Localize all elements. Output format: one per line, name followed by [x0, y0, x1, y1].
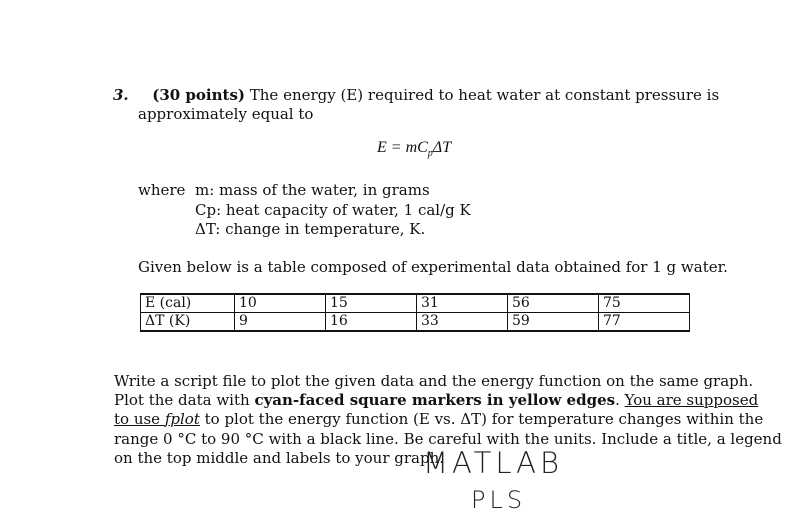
handwritten-pls: PLS [471, 486, 527, 514]
instructions-line-2 [114, 391, 758, 411]
table-cell: 31 [417, 294, 508, 313]
fplot-requirement: You are supposed [624, 391, 759, 409]
table-cell: 56 [508, 294, 599, 313]
where-label: where [138, 181, 186, 199]
question-line-2: approximately equal to [138, 105, 314, 123]
table-cell: 75 [599, 294, 690, 313]
instructions-line-3 [114, 410, 763, 430]
definition-temperature-change: ΔT: change in temperature, K. [195, 220, 426, 238]
question-line-1 [113, 86, 719, 105]
table-row [141, 313, 690, 332]
question-text: The energy (E) required to heat water at constant pressure is [245, 86, 720, 104]
row-header-delta-t: ΔT (K) [141, 313, 235, 332]
table-cell: 77 [599, 313, 690, 332]
table-cell: 59 [508, 313, 599, 332]
handwritten-matlab: MATLAB [423, 446, 563, 480]
fplot-keyword: fplot [164, 410, 200, 428]
equation-subscript: p [427, 148, 433, 160]
data-table [140, 293, 690, 332]
instructions-line-1: Write a script file to plot the given data and the energy function on the same graph. [114, 372, 754, 390]
instructions-text: Plot the data with [114, 391, 255, 409]
row-header-energy: E (cal) [141, 294, 235, 313]
definition-mass: m: mass of the water, in grams [195, 181, 430, 199]
question-points: (30 points) [152, 86, 245, 104]
question-number: 3. [113, 86, 129, 104]
table-cell: 33 [417, 313, 508, 332]
table-cell: 15 [326, 294, 417, 313]
equation-lhs: E = mC [377, 139, 428, 156]
equation-rhs: ΔT [432, 139, 452, 156]
marker-spec: cyan-faced square markers in yellow edges [254, 391, 616, 409]
instructions-text: . [615, 391, 625, 409]
instructions-line-5: on the top middle and labels to your graph. [114, 449, 445, 467]
table-cell: 10 [235, 294, 326, 313]
energy-equation [377, 139, 451, 159]
definition-heat-capacity: Cp: heat capacity of water, 1 cal/g K [195, 201, 471, 219]
table-cell: 9 [235, 313, 326, 332]
table-intro: Given below is a table composed of experimental data obtained for 1 g water. [138, 258, 728, 276]
table-cell: 16 [326, 313, 417, 332]
instructions-line-4: range 0 °C to 90 °C with a black line. Be careful with the units. Include a title, a legend [114, 430, 782, 448]
table-row [141, 294, 690, 313]
fplot-requirement-cont: to use [114, 410, 165, 428]
instructions-text: to plot the energy function (E vs. ΔT) for temperature changes within the [199, 410, 764, 428]
